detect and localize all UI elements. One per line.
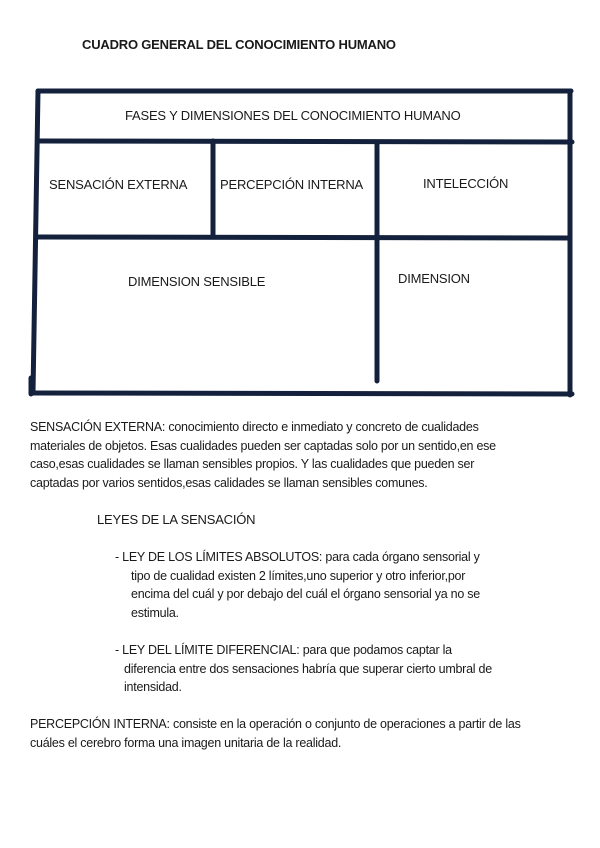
ley1-line-2: tipo de cualidad existen 2 límites,uno superior y otro inferior,por	[131, 568, 466, 583]
ley1-line-4: estimula.	[131, 605, 179, 620]
ley1-line-3: encima del cuál y por debajo del cuál el órgano sensorial ya no se	[131, 587, 481, 601]
ley2-line-2: diferencia entre dos sensaciones habría que superar cierto umbral de	[124, 661, 492, 676]
percepcion-line-2: cuáles el cerebro forma una imagen unitaria de la realidad.	[30, 735, 342, 750]
sensacion-line-1: : conocimiento directo e inmediato y concreto de cualidades	[161, 420, 479, 434]
sensacion-externa-paragraph	[30, 418, 575, 492]
ley2-label: - LEY DEL LÍMITE DIFERENCIAL	[115, 643, 297, 657]
table-header-cell: FASES Y DIMENSIONES DEL CONOCIMIENTO HUMANO	[125, 108, 461, 123]
table-left-border	[33, 91, 38, 393]
percepcion-line-1: : consiste en la operación o conjunto de operaciones a partir de las	[166, 717, 521, 731]
sensacion-externa-label: SENSACIÓN EXTERNA	[30, 420, 162, 434]
cell-inteleccion: INTELECCIÓN	[423, 176, 509, 191]
cell-sensacion-externa: SENSACIÓN EXTERNA	[49, 177, 188, 192]
cell-dimension: DIMENSION	[398, 271, 470, 286]
table-lines	[31, 91, 572, 395]
sensacion-line-3: caso,esas cualidades se llaman sensibles propios. Y las cualidades que pueden ser	[30, 457, 475, 471]
header-divider	[38, 141, 572, 142]
cell-dimension-sensible: DIMENSION SENSIBLE	[128, 274, 266, 289]
ley1-line-1: : para cada órgano sensorial y	[318, 550, 480, 564]
table-bottom-border	[33, 393, 572, 394]
ley-limite-diferencial	[115, 641, 545, 697]
leyes-heading: LEYES DE LA SENSACIÓN	[97, 512, 256, 527]
ley2-line-3: intensidad.	[124, 680, 182, 694]
ley1-label: - LEY DE LOS LÍMITES ABSOLUTOS	[115, 550, 319, 564]
sensacion-line-4: captadas por varios sentidos,esas calidades se llaman sensibles comunes.	[30, 475, 428, 490]
document-title: CUADRO GENERAL DEL CONOCIMIENTO HUMANO	[82, 37, 396, 52]
percepcion-interna-label: PERCEPCIÓN INTERNA	[30, 717, 167, 731]
ley2-line-1: : para que podamos captar la	[296, 643, 452, 657]
percepcion-interna-paragraph	[30, 715, 590, 752]
cell-percepcion-interna: PERCEPCIÓN INTERNA	[220, 177, 364, 192]
row-divider	[38, 237, 570, 238]
ley-limites-absolutos	[115, 548, 535, 622]
sensacion-line-2: materiales de objetos. Esas cualidades pueden ser captadas solo por un sentido,en ese	[30, 438, 496, 453]
